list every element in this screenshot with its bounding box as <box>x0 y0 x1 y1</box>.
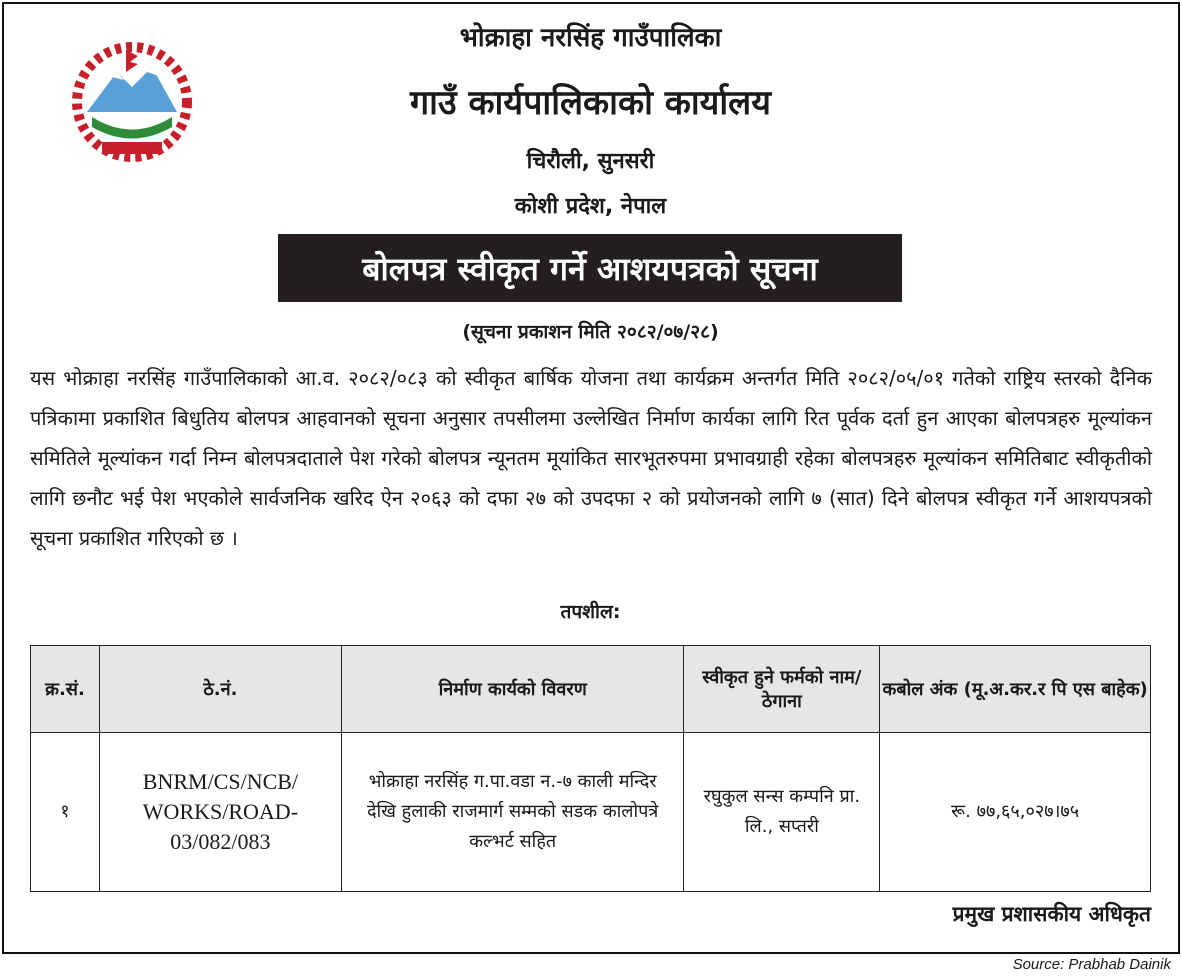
municipality-name: भोक्राहा नरसिंह गाउँपालिका <box>459 23 722 53</box>
source-credit: Source: Prabhab Dainik <box>1012 956 1171 973</box>
schedule-label: तपशील: <box>560 601 621 623</box>
office-name: गाउँ कार्यपालिकाको कार्यालय <box>410 83 771 123</box>
publish-date: (सूचना प्रकाशन मिति २०८२/०७/२८) <box>462 321 719 343</box>
header-contract-no: ठे.नं. <box>99 646 341 733</box>
cell-bid-amount: रू. ७७,६५,०२७।७५ <box>880 733 1151 892</box>
header-work-description: निर्माण कार्यको विवरण <box>341 646 684 733</box>
notice-title: बोलपत्र स्वीकृत गर्ने आशयपत्रको सूचना <box>278 234 902 302</box>
header-bid-amount: कबोल अंक (मू.अ.कर.र पि एस बाहेक) <box>880 646 1151 733</box>
notice-body: यस भोक्राहा नरसिंह गाउँपालिकाको आ.व. २०८२/०८३ को स्वीकृत बार्षिक योजना तथा कार्यक्रम अन्तर्गत मिति २०८२/०५/०१ गतेको राष्ट्रिय स्तरको दैनिक पत्रिकामा प्रकाशित बिधुतिय बोलपत्र आहवानको सूचना अनुसार तपसीलमा उल्लेखित निर्माण कार्यका लागि रित पूर्वक दर्ता हुन आएका बोलपत्रहरु मूल्यांकन समितिले मूल्यांकन गर्दा निम्न बोलपत्रदाताले पेश गरेको बोलपत्र न्यूनतम मूयांकित सारभूतरुपमा प्रभावग्राही रहेका बोलपत्रहरु मूल्यांकन समितिबाट स्वीकृतीको लागि छनौट भई पेश भएकोले सार्वजनिक खरिद ऐन २०६३ को दफा २७ को उपदफा २ को प्रयोजनको लागि ७ (सात) दिने बोलपत्र स्वीकृत गर्ने आशयपत्रको सूचना प्रकाशित गरिएको छ । <box>30 366 1152 550</box>
table-row <box>31 733 1151 892</box>
signature-title: प्रमुख प्रशासकीय अधिकृत <box>952 902 1151 926</box>
header-sn: क्र.सं. <box>31 646 100 733</box>
office-province: कोशी प्रदेश, नेपाल <box>514 194 667 219</box>
cell-contract-no: BNRM/CS/NCB/ WORKS/ROAD-03/082/083 <box>99 733 341 892</box>
table-header-row <box>31 646 1151 733</box>
cell-sn: १ <box>31 733 100 892</box>
cell-firm: रघुकुल सन्स कम्पनि प्रा. लि., सप्तरी <box>684 733 880 892</box>
header-firm: स्वीकृत हुने फर्मको नाम/ठेगाना <box>684 646 880 733</box>
bid-table <box>30 645 1151 892</box>
office-location: चिरौली, सुनसरी <box>526 149 655 174</box>
cell-work-description: भोक्राहा नरसिंह ग.पा.वडा न.-७ काली मन्दिर देखि हुलाकी राजमार्ग सम्मको सडक कालोपत्रे कल्भर्ट सहित <box>341 733 684 892</box>
